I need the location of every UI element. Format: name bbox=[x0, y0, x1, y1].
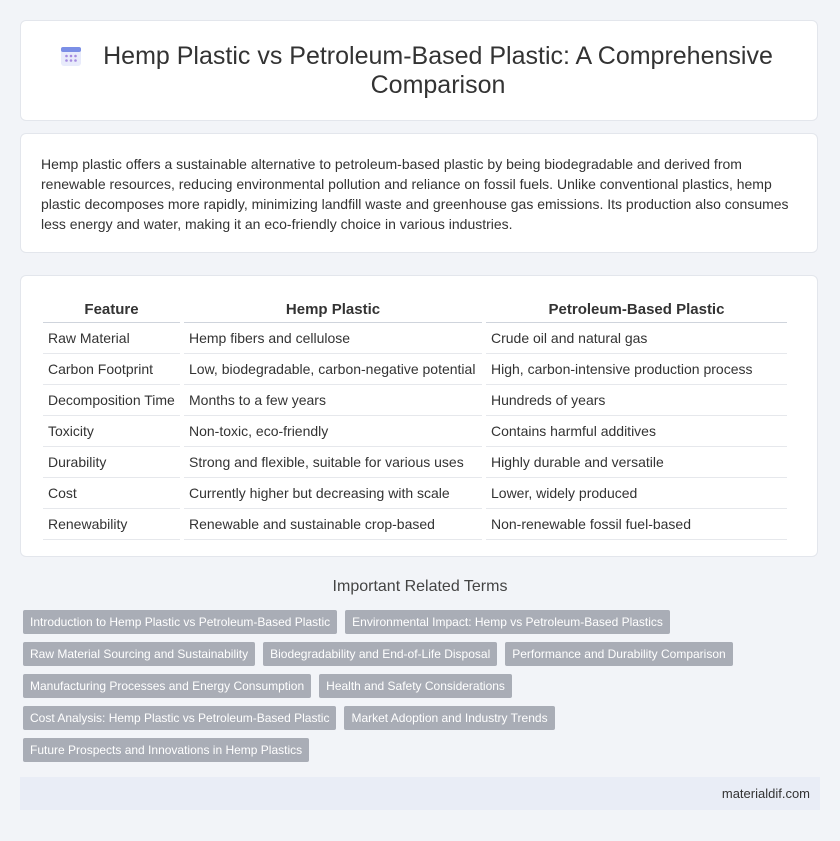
related-term-tag[interactable]: Manufacturing Processes and Energy Consumption bbox=[23, 674, 311, 698]
table-cell: Raw Material bbox=[43, 323, 180, 354]
table-cell: Renewable and sustainable crop-based bbox=[184, 509, 482, 540]
table-cell: Strong and flexible, suitable for various uses bbox=[184, 447, 482, 478]
related-terms-title: Important Related Terms bbox=[332, 578, 508, 595]
table-row bbox=[43, 509, 787, 540]
related-term-tag[interactable]: Future Prospects and Innovations in Hemp Plastics bbox=[23, 738, 309, 762]
related-terms-list bbox=[23, 610, 823, 770]
table-cell: Cost bbox=[43, 478, 180, 509]
table-cell: Low, biodegradable, carbon-negative potential bbox=[184, 354, 482, 385]
table-cell: Currently higher but decreasing with scale bbox=[184, 478, 482, 509]
related-term-tag[interactable]: Market Adoption and Industry Trends bbox=[344, 706, 554, 730]
tag-row bbox=[23, 642, 823, 666]
table-cell: Non-renewable fossil fuel-based bbox=[486, 509, 787, 540]
table-cell: Renewability bbox=[43, 509, 180, 540]
table-row bbox=[43, 323, 787, 354]
table-cell: Highly durable and versatile bbox=[486, 447, 787, 478]
table-cell: Months to a few years bbox=[184, 385, 482, 416]
table-cell: Hemp fibers and cellulose bbox=[184, 323, 482, 354]
header-card bbox=[20, 20, 818, 121]
table-header-row bbox=[43, 296, 787, 323]
table-row bbox=[43, 478, 787, 509]
footer-site-link[interactable]: materialdif.com bbox=[721, 786, 810, 801]
footer bbox=[20, 777, 820, 810]
related-term-tag[interactable]: Health and Safety Considerations bbox=[319, 674, 512, 698]
table-cell: Non-toxic, eco-friendly bbox=[184, 416, 482, 447]
tag-row bbox=[23, 706, 823, 730]
table-row bbox=[43, 354, 787, 385]
related-term-tag[interactable]: Environmental Impact: Hemp vs Petroleum-Based Plastics bbox=[345, 610, 670, 634]
table-cell: Lower, widely produced bbox=[486, 478, 787, 509]
table-cell: Crude oil and natural gas bbox=[486, 323, 787, 354]
column-header-feature: Feature bbox=[43, 296, 180, 323]
page-title: Hemp Plastic vs Petroleum-Based Plastic: A Comprehensive Comparison bbox=[103, 41, 773, 99]
table-cell: Decomposition Time bbox=[43, 385, 180, 416]
related-term-tag[interactable]: Introduction to Hemp Plastic vs Petroleum-Based Plastic bbox=[23, 610, 337, 634]
table-cell: Toxicity bbox=[43, 416, 180, 447]
intro-card bbox=[20, 133, 818, 253]
related-term-tag[interactable]: Performance and Durability Comparison bbox=[505, 642, 732, 666]
comparison-table bbox=[39, 296, 791, 540]
calendar-icon bbox=[59, 44, 83, 68]
tag-row bbox=[23, 674, 823, 698]
intro-text: Hemp plastic offers a sustainable alternative to petroleum-based plastic by being biodegradable and derived from renewable resources, reducing environmental pollution and reliance on fossil fuels. Unlike conventional plastics, hemp plastic decomposes more rapidly, minimizing landfill waste and greenhouse gas emissions. Its production also consumes less energy and water, making it an eco-friendly choice in various industries. bbox=[41, 156, 789, 232]
table-cell: Durability bbox=[43, 447, 180, 478]
table-cell: High, carbon-intensive production process bbox=[486, 354, 787, 385]
comparison-table-card bbox=[20, 275, 818, 557]
table-cell: Carbon Footprint bbox=[43, 354, 180, 385]
related-term-tag[interactable]: Cost Analysis: Hemp Plastic vs Petroleum-Based Plastic bbox=[23, 706, 336, 730]
tag-row bbox=[23, 610, 823, 634]
related-term-tag[interactable]: Raw Material Sourcing and Sustainability bbox=[23, 642, 255, 666]
column-header-hemp: Hemp Plastic bbox=[184, 296, 482, 323]
table-row bbox=[43, 447, 787, 478]
table-row bbox=[43, 385, 787, 416]
column-header-petroleum: Petroleum-Based Plastic bbox=[486, 296, 787, 323]
tag-row bbox=[23, 738, 823, 762]
table-cell: Hundreds of years bbox=[486, 385, 787, 416]
table-row bbox=[43, 416, 787, 447]
related-term-tag[interactable]: Biodegradability and End-of-Life Disposal bbox=[263, 642, 497, 666]
table-cell: Contains harmful additives bbox=[486, 416, 787, 447]
